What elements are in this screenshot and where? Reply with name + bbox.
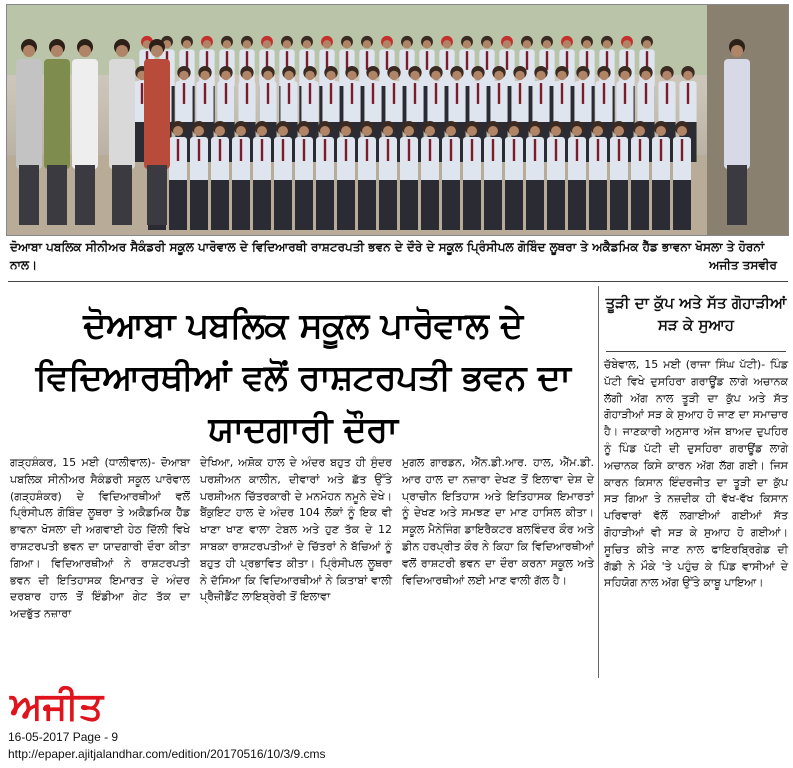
group-photo-illustration xyxy=(7,5,788,235)
caption-divider xyxy=(8,281,788,282)
student-figure xyxy=(169,121,187,230)
main-story-column-3: ਮੁਗਲ ਗਾਰਡਨ, ਐੱਨ.ਡੀ.ਆਰ. ਹਾਲ, ਐੱਮ.ਡੀ. ਆਰ ਹਾਲ ਦਾ ਨਜ਼ਾਰਾ ਦੇਖਣ ਤੋਂ ਇਲਾਵਾ ਦੇਸ਼ ਦੇ ਪ੍ਰਾਚੀਨ ਇਤਿਹਾਸ ਅਤੇ ਇਤਿਹਾਸਕ ਇਮਾਰਤਾਂ ਨੂੰ ਦੇਖਣ ਅਤੇ ਸਮਝਣ ਦਾ ਮਾਣ ਹਾਸਿਲ ਕੀਤਾ। ਸਕੂਲ ਮੈਨੇਜਿੰਗ ਡਾਇਰੈਕਟਰ ਬਲਵਿੰਦਰ ਕੌਰ ਅਤੇ ਡੀਨ ਹਰਪ੍ਰੀਤ ਕੌਰ ਨੇ ਕਿਹਾ ਕਿ ਵਿਦਿਆਰਥੀਆਂ ਵਲੋਂ ਰਾਸ਼ਟਰੀ ਭਵਨ ਦਾ ਦੌਰਾ ਕਰਨਾ ਸਕੂਲ ਅਤੇ ਵਿਦਿਆਰਥੀਆਂ ਲਈ ਮਾਣ ਵਾਲੀ ਗੱਲ ਹੈ। xyxy=(402,456,594,587)
side-story-body: ਚੱਬੇਵਾਲ, 15 ਮਈ (ਰਾਜਾ ਸਿੰਘ ਪੱਟੀ)- ਪਿੰਡ ਪੱਟੀ ਵਿਖੇ ਦੁਸਹਿਰਾ ਗਰਾਊਂਡ ਲਾਗੇ ਅਚਾਨਕ ਲੱਗੀ ਅੱਗ ਨਾਲ ਤੂੜੀ ਦਾ ਕੁੱਪ ਅਤੇ ਸੱਤ ਗੋਹਾੜੀਆਂ ਸੜ ਕੇ ਸੁਆਹ ਹੋ ਜਾਣ ਦਾ ਸਮਾਚਾਰ ਹੈ। ਜਾਣਕਾਰੀ ਅਨੁਸਾਰ ਅੱਜ ਬਾਅਦ ਦੁਪਹਿਰ ਨੂੰ ਪਿੰਡ ਪੱਟੀ ਦੀ ਦੁਸਹਿਰਾ ਗਰਾਊਂਡ ਲਾਗੇ ਅਚਾਨਕ ਕਿਸੇ ਕਾਰਨ ਅੱਗ ਲੱਗ ਗਈ। ਜਿਸ ਕਾਰਨ ਕਿਸਾਨ ਇੰਦਰਜੀਤ ਦਾ ਤੂੜੀ ਦਾ ਕੁੱਪ ਸੜ ਗਿਆ ਤੇ ਨਜ਼ਦੀਕ ਹੀ ਵੱਖ-ਵੱਖ ਕਿਸਾਨ ਪਰਿਵਾਰਾਂ ਵੱਲੋਂ ਲਗਾਈਆਂ ਗਈਆਂ ਸੱਤ ਗੋਹਾੜੀਆਂ ਵੀ ਸੜ ਕੇ ਸੁਆਹ ਹੋ ਗਈਆਂ। ਸੂਚਿਤ ਕੀਤੇ ਜਾਣ ਨਾਲ ਫਾਇਰਬ੍ਰਿਗੇਡ ਦੀ ਗੱਡੀ ਨੇ ਮੌਕੇ 'ਤੇ ਪਹੁੰਚ ਕੇ ਪਿੰਡ ਵਾਸੀਆਂ ਦੇ ਸਹਿਯੋਗ ਨਾਲ ਅੱਗ ਉੱਤੇ ਕਾਬੂ ਪਾਇਆ। xyxy=(604,358,788,590)
main-story-column-1: ਗੜ੍ਹਸ਼ੰਕਰ, 15 ਮਈ (ਧਾਲੀਵਾਲ)- ਦੋਆਬਾ ਪਬਲਿਕ ਸੀਨੀਅਰ ਸੈਕੰਡਰੀ ਸਕੂਲ ਪਾਰੋਵਾਲ (ਗੜ੍ਹਸ਼ੰਕਰ) ਦੇ ਵਿਦਿਆਰਥੀਆਂ ਵਲੋਂ ਪ੍ਰਿੰਸੀਪਲ ਗੋਬਿੰਦ ਲੂਥਰਾ ਤੇ ਅਕੈਡਮਿਕ ਹੈੱਡ ਭਾਵਨਾ ਖੋਸਲਾ ਦੀ ਅਗਵਾਈ ਹੇਠ ਦਿੱਲੀ ਵਿਖੇ ਰਾਸ਼ਟਰਪਤੀ ਭਵਨ ਦਾ ਯਾਦਗਾਰੀ ਦੌਰਾ ਕੀਤਾ ਗਿਆ। ਵਿਦਿਆਰਥੀਆਂ ਨੇ ਰਾਸ਼ਟਰਪਤੀ ਭਵਨ ਦੀ ਇਤਿਹਾਸਕ ਇਮਾਰਤ ਦੇ ਅੰਦਰ ਦਰਬਾਰ ਹਾਲ ਤੋਂ ਇੰਡੀਆ ਗੇਟ ਤੱਕ ਦਾ ਅਦਭੁੱਤ ਨਜ਼ਾਰਾ xyxy=(10,456,190,621)
student-figure xyxy=(526,121,544,230)
student-figure xyxy=(589,121,607,230)
student-figure xyxy=(253,121,271,230)
side-headline-divider xyxy=(606,351,786,352)
student-figure xyxy=(673,121,691,230)
column-divider xyxy=(598,286,599,678)
student-figure xyxy=(610,121,628,230)
main-story-column-2: ਦੇਖਿਆ, ਅਸ਼ੋਕ ਹਾਲ ਦੇ ਅੰਦਰ ਬਹੁਤ ਹੀ ਸੁੰਦਰ ਪਰਸ਼ੀਅਨ ਕਾਲੀਨ, ਦੀਵਾਰਾਂ ਅਤੇ ਛੱਤ ਉੱਤੇ ਪਰਸ਼ੀਅਨ ਚਿੱਤਰਕਾਰੀ ਦੇ ਮਨਮੋਹਨ ਨਮੂਨੇ ਦੇਖੇ। ਬੈਂਕੁਇਟ ਹਾਲ ਦੇ ਅੰਦਰ 104 ਲੋਕਾਂ ਨੂੰ ਇਕ ਵੀ ਖਾਣਾ ਖਾਣ ਵਾਲਾ ਟੇਬਲ ਅਤੇ ਹੁਣ ਤੱਕ ਦੇ 12 ਸਾਬਕਾ ਰਾਸ਼ਟਰਪਤੀਆਂ ਦੇ ਚਿੱਤਰਾਂ ਨੇ ਬੱਚਿਆਂ ਨੂੰ ਬਹੁਤ ਹੀ ਪ੍ਰਭਾਵਿਤ ਕੀਤਾ। ਪ੍ਰਿੰਸੀਪਲ ਲੂਥਰਾ ਨੇ ਦੱਸਿਆ ਕਿ ਵਿਦਿਆਰਥੀਆਂ ਨੇ ਕਿਤਾਬਾਂ ਵਾਲੀ ਪ੍ਰੈਜ਼ੀਡੈਂਟ ਲਾਇਬ੍ਰੇਰੀ ਤੋਂ ਇਲਾਵਾ xyxy=(200,456,392,604)
student-figure xyxy=(547,121,565,230)
student-figure xyxy=(400,121,418,230)
student-figure xyxy=(421,121,439,230)
student-figure xyxy=(211,121,229,230)
student-figure xyxy=(484,121,502,230)
student-figure xyxy=(379,121,397,230)
student-figure xyxy=(358,121,376,230)
main-headline: ਦੋਆਬਾ ਪਬਲਿਕ ਸਕੂਲ ਪਾਰੋਵਾਲ ਦੇ ਵਿਦਿਆਰਥੀਆਂ ਵਲੋਂ ਰਾਸ਼ਟਰਪਤੀ ਭਵਨ ਦਾ ਯਾਦਗਾਰੀ ਦੌਰਾ xyxy=(35,306,571,450)
side-headline: ਤੂੜੀ ਦਾ ਕੁੱਪ ਅਤੇ ਸੱਤ ਗੋਹਾੜੀਆਂ ਸੜ ਕੇ ਸੁਆਹ xyxy=(605,294,787,334)
student-figure xyxy=(274,121,292,230)
student-figure xyxy=(568,121,586,230)
group-photo xyxy=(6,4,789,236)
student-figure xyxy=(652,121,670,230)
student-figure xyxy=(232,121,250,230)
student-figure xyxy=(295,121,313,230)
footer-url: http://epaper.ajitjalandhar.com/edition/20170516/10/3/9.cms xyxy=(8,747,326,761)
student-figure xyxy=(337,121,355,230)
student-figure xyxy=(190,121,208,230)
ajit-logo-text: ਅਜੀਤ xyxy=(10,684,104,727)
footer-date-page: 16-05-2017 Page - 9 xyxy=(8,730,119,744)
student-figure xyxy=(316,121,334,230)
student-figure xyxy=(631,121,649,230)
student-figure xyxy=(505,121,523,230)
photo-credit: ਅਜੀਤ ਤਸਵੀਰ xyxy=(709,258,777,272)
student-figure xyxy=(463,121,481,230)
photo-caption-text: ਦੋਆਬਾ ਪਬਲਿਕ ਸੀਨੀਅਰ ਸੈਕੰਡਰੀ ਸਕੂਲ ਪਾਰੋਵਾਲ ਦੇ ਵਿਦਿਆਰਥੀ ਰਾਸ਼ਟਰਪਤੀ ਭਵਨ ਦੇ ਦੌਰੇ ਦੇ ਸਕੂਲ ਪ੍ਰਿੰਸੀਪਲ ਗੋਬਿੰਦ ਲੂਥਰਾ ਤੇ ਅਕੈਡਮਿਕ ਹੈੱਡ ਭਾਵਨਾ ਖੋਸਲਾ ਤੇ ਹੋਰਨਾਂ ਨਾਲ। xyxy=(10,240,765,272)
photo-caption xyxy=(10,238,785,274)
ajit-logo xyxy=(6,683,176,727)
student-figure xyxy=(442,121,460,230)
